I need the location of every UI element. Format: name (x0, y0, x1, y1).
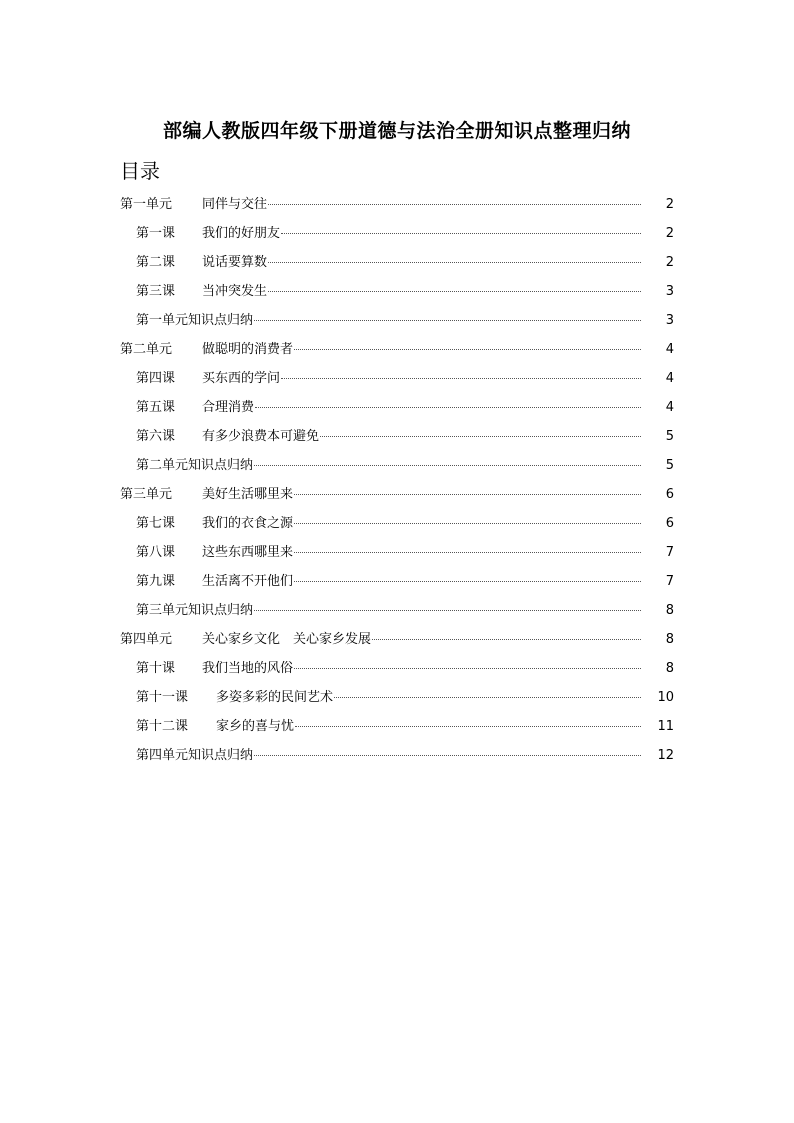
toc-dot-leader (254, 755, 641, 756)
toc-page-number: 2 (665, 255, 674, 270)
toc-entry-number: 第九课 (136, 574, 176, 589)
toc-entry-number: 第八课 (136, 545, 176, 560)
toc-entry-title: 说话要算数 (202, 255, 268, 270)
toc-entry-title: 家乡的喜与忧 (216, 719, 295, 734)
toc-page-number: 10 (657, 690, 674, 705)
toc-page-number: 6 (665, 487, 674, 502)
toc-entry-lesson-1[interactable] (0, 219, 794, 248)
toc-entry-number: 第十一课 (136, 690, 189, 705)
toc-entry-number: 第一单元知识点归纳 (136, 313, 254, 328)
toc-entry-summary-4[interactable] (0, 741, 794, 770)
toc-entry-title: 关心家乡文化 关心家乡发展 (202, 632, 372, 647)
toc-page-number: 8 (665, 603, 674, 618)
toc-page-number: 2 (665, 197, 674, 212)
toc-entry-number: 第一单元 (120, 197, 173, 212)
toc-dot-leader (320, 436, 641, 437)
toc-entry-title: 同伴与交往 (202, 197, 268, 212)
toc-page-number: 4 (665, 371, 674, 386)
toc-entry-summary-1[interactable] (0, 306, 794, 335)
toc-entry-number: 第三单元知识点归纳 (136, 603, 254, 618)
toc-entry-lesson-2[interactable] (0, 248, 794, 277)
toc-dot-leader (254, 320, 641, 321)
toc-entry-title: 我们的好朋友 (202, 226, 281, 241)
toc-entry-unit-1[interactable] (0, 190, 794, 219)
toc-entry-lesson-3[interactable] (0, 277, 794, 306)
toc-entry-title: 合理消费 (202, 400, 255, 415)
toc-dot-leader (334, 697, 641, 698)
toc-page-number: 11 (657, 719, 674, 734)
toc-entry-title: 当冲突发生 (202, 284, 268, 299)
toc-entry-title: 我们的衣食之源 (202, 516, 294, 531)
toc-entry-number: 第二课 (136, 255, 176, 270)
toc-dot-leader (268, 291, 641, 292)
toc-entry-lesson-8[interactable] (0, 538, 794, 567)
toc-entry-lesson-4[interactable] (0, 364, 794, 393)
toc-entry-title: 我们当地的风俗 (202, 661, 294, 676)
toc-entry-number: 第十二课 (136, 719, 189, 734)
toc-page-number: 12 (657, 748, 674, 763)
toc-page-number: 4 (665, 400, 674, 415)
toc-dot-leader (268, 204, 641, 205)
toc-entry-lesson-10[interactable] (0, 654, 794, 683)
toc-entry-lesson-9[interactable] (0, 567, 794, 596)
toc-entry-number: 第七课 (136, 516, 176, 531)
toc-entry-lesson-12[interactable] (0, 712, 794, 741)
toc-entry-number: 第十课 (136, 661, 176, 676)
toc-dot-leader (372, 639, 641, 640)
toc-entry-number: 第四单元知识点归纳 (136, 748, 254, 763)
toc-dot-leader (294, 668, 641, 669)
toc-entry-number: 第一课 (136, 226, 176, 241)
toc-page-number: 5 (665, 429, 674, 444)
toc-dot-leader (294, 349, 641, 350)
toc-heading: 目录 (120, 159, 160, 183)
toc-dot-leader (255, 407, 641, 408)
toc-entry-title: 美好生活哪里来 (202, 487, 294, 502)
toc-entry-number: 第二单元知识点归纳 (136, 458, 254, 473)
toc-entry-number: 第三课 (136, 284, 176, 299)
toc-entry-title: 有多少浪费本可避免 (202, 429, 320, 444)
page-title: 部编人教版四年级下册道德与法治全册知识点整理归纳 (162, 119, 631, 142)
toc-entry-number: 第二单元 (120, 342, 173, 357)
toc-page-number: 6 (665, 516, 674, 531)
toc-entry-lesson-6[interactable] (0, 422, 794, 451)
toc-entry-lesson-5[interactable] (0, 393, 794, 422)
toc-page-number: 3 (665, 284, 674, 299)
toc-entry-number: 第六课 (136, 429, 176, 444)
toc-page-number: 4 (665, 342, 674, 357)
toc-dot-leader (281, 233, 641, 234)
toc-page-number: 7 (665, 545, 674, 560)
toc-entry-number: 第五课 (136, 400, 176, 415)
toc-entry-unit-4[interactable] (0, 625, 794, 654)
toc-entry-title: 做聪明的消费者 (202, 342, 294, 357)
toc-entry-number: 第三单元 (120, 487, 173, 502)
toc-page-number: 3 (665, 313, 674, 328)
toc-entry-title: 多姿多彩的民间艺术 (216, 690, 334, 705)
toc-dot-leader (294, 581, 641, 582)
toc-entry-title: 买东西的学问 (202, 371, 281, 386)
toc-entry-number: 第四单元 (120, 632, 173, 647)
toc-entry-lesson-11[interactable] (0, 683, 794, 712)
toc-entry-unit-2[interactable] (0, 335, 794, 364)
toc-dot-leader (254, 610, 641, 611)
toc-entry-summary-2[interactable] (0, 451, 794, 480)
toc-entry-title: 这些东西哪里来 (202, 545, 294, 560)
toc-dot-leader (281, 378, 641, 379)
toc-page-number: 2 (665, 226, 674, 241)
toc-dot-leader (254, 465, 641, 466)
toc-entry-lesson-7[interactable] (0, 509, 794, 538)
toc-entry-unit-3[interactable] (0, 480, 794, 509)
toc-page-number: 8 (665, 661, 674, 676)
toc-dot-leader (295, 726, 641, 727)
toc-dot-leader (294, 552, 641, 553)
toc-dot-leader (294, 523, 641, 524)
toc-page-number: 8 (665, 632, 674, 647)
toc-dot-leader (268, 262, 641, 263)
toc-dot-leader (294, 494, 641, 495)
toc-entry-title: 生活离不开他们 (202, 574, 294, 589)
toc-entry-summary-3[interactable] (0, 596, 794, 625)
toc-page-number: 7 (665, 574, 674, 589)
toc-entry-number: 第四课 (136, 371, 176, 386)
toc-page-number: 5 (665, 458, 674, 473)
